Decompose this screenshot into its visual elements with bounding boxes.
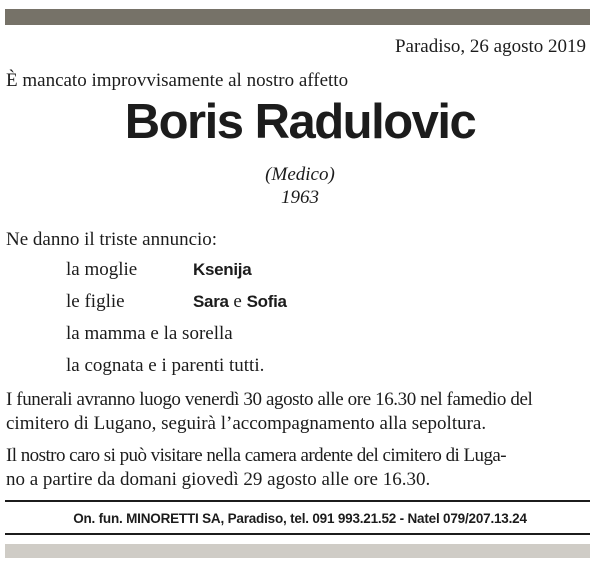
- deceased-profession: (Medico): [265, 164, 335, 185]
- wife-relation: la moglie: [66, 259, 138, 280]
- intro-text: È mancato improvvisamente al nostro affetto: [6, 70, 349, 91]
- bottom-decorative-bar: [5, 544, 590, 558]
- daughters-line: [66, 291, 287, 313]
- daughters-names: [193, 291, 287, 313]
- footer-bottom-rule: [5, 533, 590, 535]
- place-date: Paradiso, 26 agosto 2019: [394, 36, 586, 57]
- visit-line-1: Il nostro caro si può visitare nella camera ardente del cimitero di Luga-: [6, 445, 507, 466]
- daughter-name-2: Sofia: [246, 292, 287, 311]
- announcement-intro: Ne danno il triste annuncio:: [6, 229, 218, 250]
- wife-line: [66, 259, 252, 281]
- daughters-relation: le figlie: [66, 291, 125, 312]
- daughter-name-1: Sara: [193, 292, 229, 311]
- footer-top-rule: [5, 500, 590, 502]
- visit-line-2: no a partire da domani giovedì 29 agosto alle ore 16.30.: [6, 469, 431, 490]
- funeral-home-contact: On. fun. MINORETTI SA, Paradiso, tel. 091 993.21.52 - Natel 079/207.13.24: [73, 511, 527, 526]
- wife-name: Ksenija: [193, 260, 252, 279]
- other-relatives-line: la cognata e i parenti tutti.: [66, 355, 265, 376]
- funeral-line-2: cimitero di Lugano, seguirà l’accompagnamento alla sepoltura.: [6, 413, 487, 434]
- daughters-conjunction: e: [233, 291, 242, 312]
- deceased-name: Boris Radulovic: [124, 95, 476, 149]
- top-decorative-bar: [5, 9, 590, 25]
- mother-sister-line: la mamma e la sorella: [66, 323, 233, 344]
- deceased-birth-year: 1963: [281, 187, 319, 208]
- funeral-line-1: I funerali avranno luogo venerdì 30 agosto alle ore 16.30 nel famedio del: [6, 389, 533, 410]
